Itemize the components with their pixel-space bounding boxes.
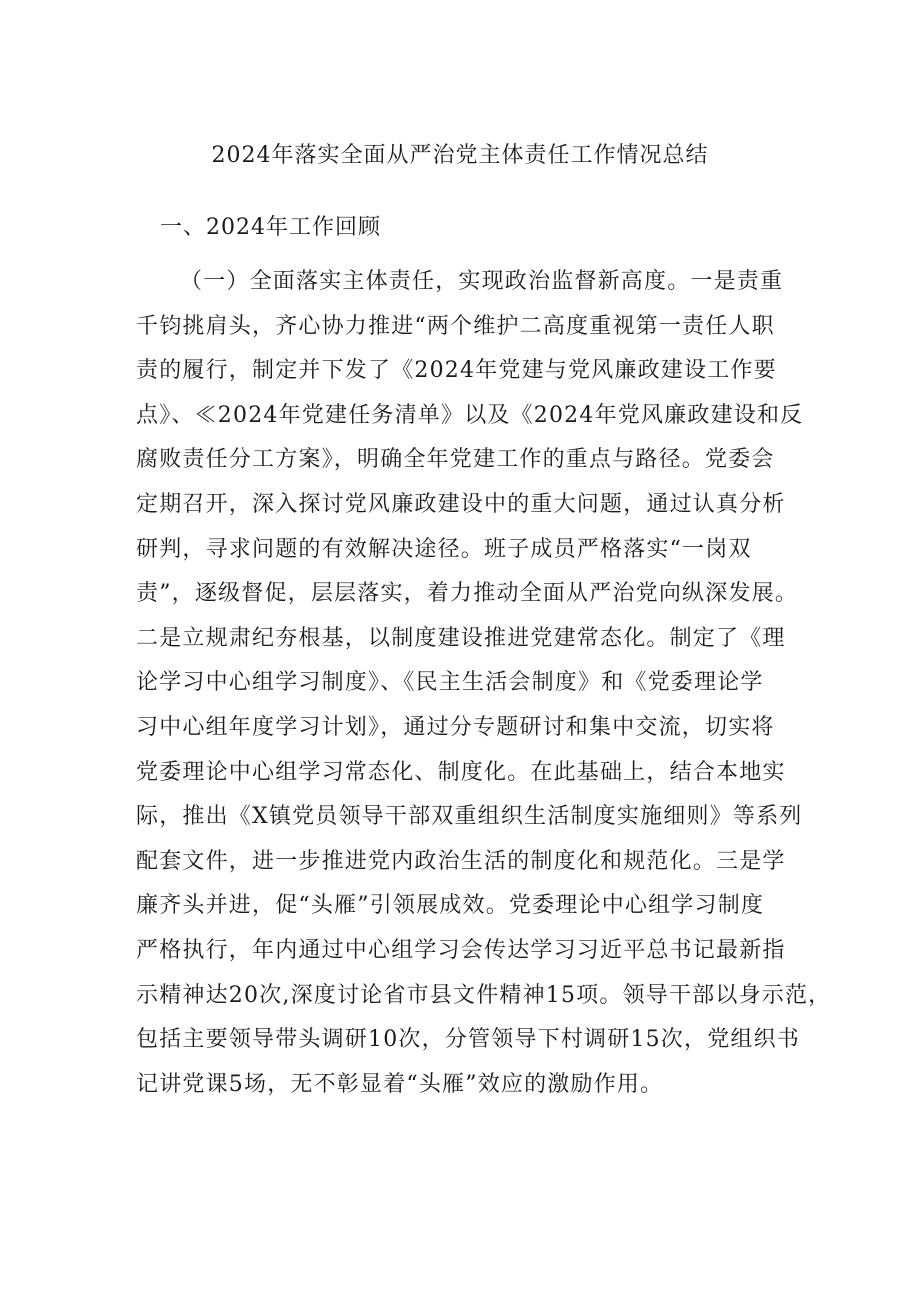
document-title: 2024年落实全面从严治党主体责任工作情况总结 [211, 143, 709, 168]
paragraph-line: 点》、≪2024年党建任务清单》以及《2024年党风廉政建设和反 [136, 402, 804, 428]
paragraph-line: 二是立规肃纪夯根基，以制度建设推进党建常态化。制定了《理 [136, 625, 786, 651]
paragraph-line: 配套文件，进一步推进党内政治生活的制度化和规范化。三是学 [136, 848, 786, 874]
paragraph-line: 记讲党课5场，无不彰显着“头雁”效应的激励作用。 [136, 1071, 664, 1097]
paragraph-line: 论学习中心组学习制度》、《民主生活会制度》和《党委理论学 [136, 670, 764, 696]
paragraph-line: 责”，逐级督促，层层落实，着力推动全面从严治党向纵深发展。 [136, 581, 799, 607]
paragraph-line: 习中心组年度学习计划》，通过分专题研讨和集中交流，切实将 [136, 714, 775, 740]
section-heading: 一、2024年工作回顾 [160, 215, 381, 240]
paragraph-line: 定期召开，深入探讨党风廉政建设中的重大问题，通过认真分析 [136, 491, 786, 517]
paragraph-line: 包括主要领导带头调研10次，分管领导下村调研15次，党组织书 [136, 1027, 800, 1053]
paragraph-line: 示精神达20次,深度讨论省市县文件精神15项。领导干部以身示范， [136, 982, 832, 1008]
body-paragraph [136, 260, 832, 1107]
paragraph-line: 严格执行，年内通过中心组学习会传达学习习近平总书记最新指 [136, 937, 786, 963]
paragraph-line: 千钧挑肩头，齐心协力推进“两个维护二高度重视第一责任人职 [136, 313, 775, 339]
paragraph-line: 责的履行，制定并下发了《2024年党建与党风廉政建设工作要 [136, 358, 777, 384]
paragraph-line: 研判，寻求问题的有效解决途径。班子成员严格落实“一岗双 [136, 536, 752, 562]
paragraph-line: 腐败责任分工方案》，明确全年党建工作的重点与路径。党委会 [136, 447, 775, 473]
paragraph-line: （一）全面落实主体责任，实现政治监督新高度。一是责重 [180, 269, 784, 294]
paragraph-line: 际，推出《X镇党员领导干部双重组织生活制度实施细则》等系列 [136, 804, 803, 830]
paragraph-line: 党委理论中心组学习常态化、制度化。在此基础上，结合本地实 [136, 759, 786, 785]
paragraph-line: 廉齐头并进，促“头雁”引领展成效。党委理论中心组学习制度 [136, 893, 765, 919]
